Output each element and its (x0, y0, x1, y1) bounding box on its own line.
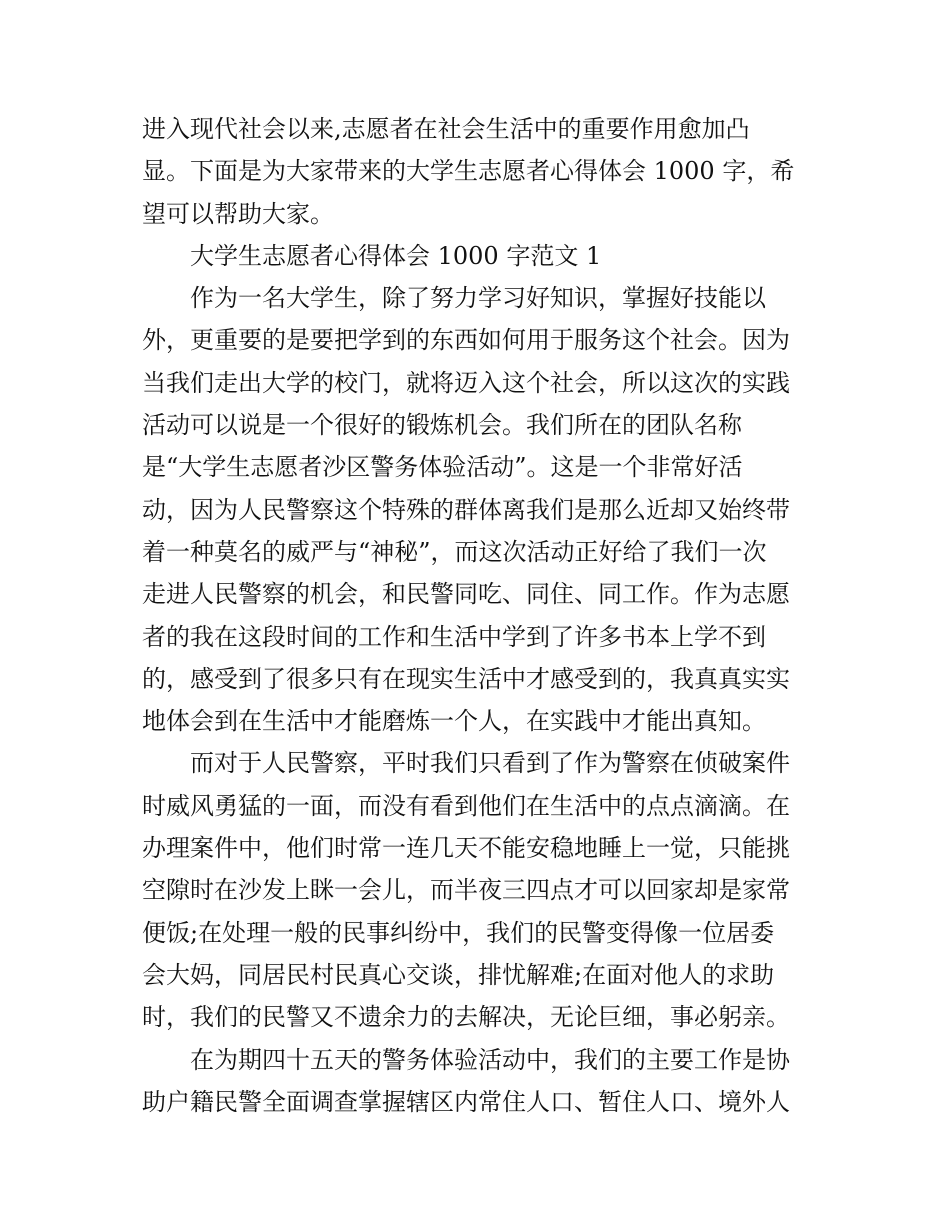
text-line: 空隙时在沙发上眯一会儿，而半夜三四点才可以回家却是家常 (142, 876, 790, 905)
text-line: 是“大学生志愿者沙区警务体验活动”。这是一个非常好活 (142, 453, 743, 482)
text-line: 活动可以说是一个很好的锻炼机会。我们所在的团队名称 (142, 411, 742, 440)
text-line: 进入现代社会以来,志愿者在社会生活中的重要作用愈加凸 (142, 115, 750, 143)
text-line: 在为期四十五天的警务体验活动中，我们的主要工作是协 (190, 1045, 790, 1074)
text-line: 显。下面是为大家带来的大学生志愿者心得体会 1000 字，希 (142, 157, 795, 186)
text-line: 望可以帮助大家。 (142, 199, 334, 228)
text-line: 助户籍民警全面调查掌握辖区内常住人口、暂住人口、境外人 (142, 1087, 790, 1116)
text-line: 者的我在这段时间的工作和生活中学到了许多书本上学不到 (142, 622, 766, 651)
text-line: 时，我们的民警又不遗余力的去解决，无论巨细，事必躬亲。 (142, 1003, 790, 1032)
text-line: 作为一名大学生，除了努力学习好知识，掌握好技能以 (190, 284, 766, 313)
text-line: 地体会到在生活中才能磨炼一个人，在实践中才能出真知。 (142, 707, 766, 736)
text-line: 动，因为人民警察这个特殊的群体离我们是那么近却又始终带 (142, 495, 790, 524)
text-line: 走进人民警察的机会，和民警同吃、同住、同工作。作为志愿 (142, 580, 790, 609)
text-line: 当我们走出大学的校门，就将迈入这个社会，所以这次的实践 (142, 368, 790, 397)
section-heading: 大学生志愿者心得体会 1000 字范文 1 (190, 241, 602, 270)
text-line: 的，感受到了很多只有在现实生活中才感受到的，我真真实实 (142, 664, 790, 693)
text-line: 便饭;在处理一般的民事纠纷中，我们的民警变得像一位居委 (142, 918, 775, 947)
text-line: 会大妈，同居民村民真心交谈，排忧解难;在面对他人的求助 (142, 960, 775, 989)
document-body (142, 108, 812, 1123)
text-line: 外，更重要的是要把学到的东西如何用于服务这个社会。因为 (142, 326, 790, 355)
text-line: 而对于人民警察，平时我们只看到了作为警察在侦破案件 (190, 749, 790, 778)
text-line: 时威风勇猛的一面，而没有看到他们在生活中的点点滴滴。在 (142, 791, 790, 820)
text-line: 办理案件中，他们时常一连几天不能安稳地睡上一觉，只能挑 (142, 834, 790, 863)
text-line: 着一种莫名的威严与“神秘”，而这次活动正好给了我们一次 (142, 537, 767, 566)
